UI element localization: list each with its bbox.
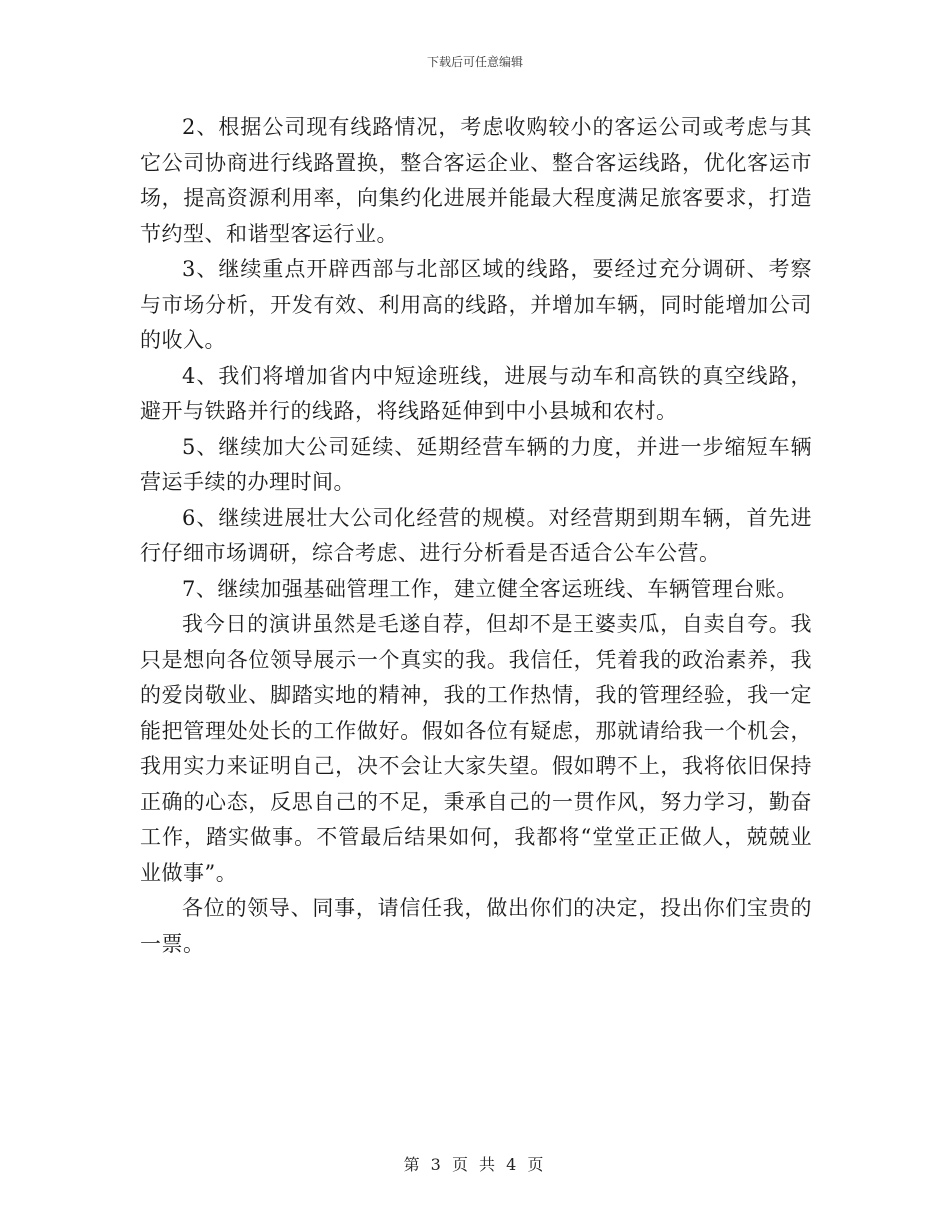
page-header: 下载后可任意编辑: [426, 55, 523, 69]
paragraph-item-6: 6、继续进展壮大公司化经营的规模。对经营期到期车辆，首先进行仔细市场调研，综合考虑、进行分析看是否适合公车公营。: [140, 505, 812, 565]
paragraph-closing: 各位的领导、同事，请信任我，做出你们的决定，投出你们宝贵的一票。: [140, 896, 812, 956]
page-number-footer: 第 3 页 共 4 页: [403, 1155, 547, 1174]
paragraph-item-7: 7、继续加强基础管理工作，建立健全客运班线、车辆管理台账。: [182, 576, 798, 601]
paragraph-speech: 我今日的演讲虽然是毛遂自荐，但却不是王婆卖瓜，自卖自夸。我只是想向各位领导展示一个真实的我。我信任，凭着我的政治素养，我的爱岗敬业、脚踏实地的精神，我的工作热情，我的管理经验，我一定能把管理处处长的工作做好。假如各位有疑虑，那就请给我一个机会，我用实力来证明自己，决不会让大家失望。假如聘不上，我将依旧保持正确的心态，反思自己的不足，秉承自己的一贯作风，努力学习，勤奋工作，踏实做事。不管最后结果如何，我都将“堂堂正正做人，兢兢业业做事”。: [140, 612, 812, 885]
paragraph-item-5: 5、继续加大公司延续、延期经营车辆的力度，并进一步缩短车辆营运手续的办理时间。: [140, 434, 812, 494]
document-body: [140, 110, 812, 962]
paragraph-item-3: 3、继续重点开辟西部与北部区域的线路，要经过充分调研、考察与市场分析，开发有效、利用高的线路，并增加车辆，同时能增加公司的收入。: [140, 257, 812, 352]
paragraph-item-2: 2、根据公司现有线路情况，考虑收购较小的客运公司或考虑与其它公司协商进行线路置换，整合客运企业、整合客运线路，优化客运市场，提高资源利用率，向集约化进展并能最大程度满足旅客要求，打造节约型、和谐型客运行业。: [140, 115, 812, 246]
paragraph-item-4: 4、我们将增加省内中短途班线，进展与动车和高铁的真空线路，避开与铁路并行的线路，将线路延伸到中小县城和农村。: [140, 363, 812, 423]
